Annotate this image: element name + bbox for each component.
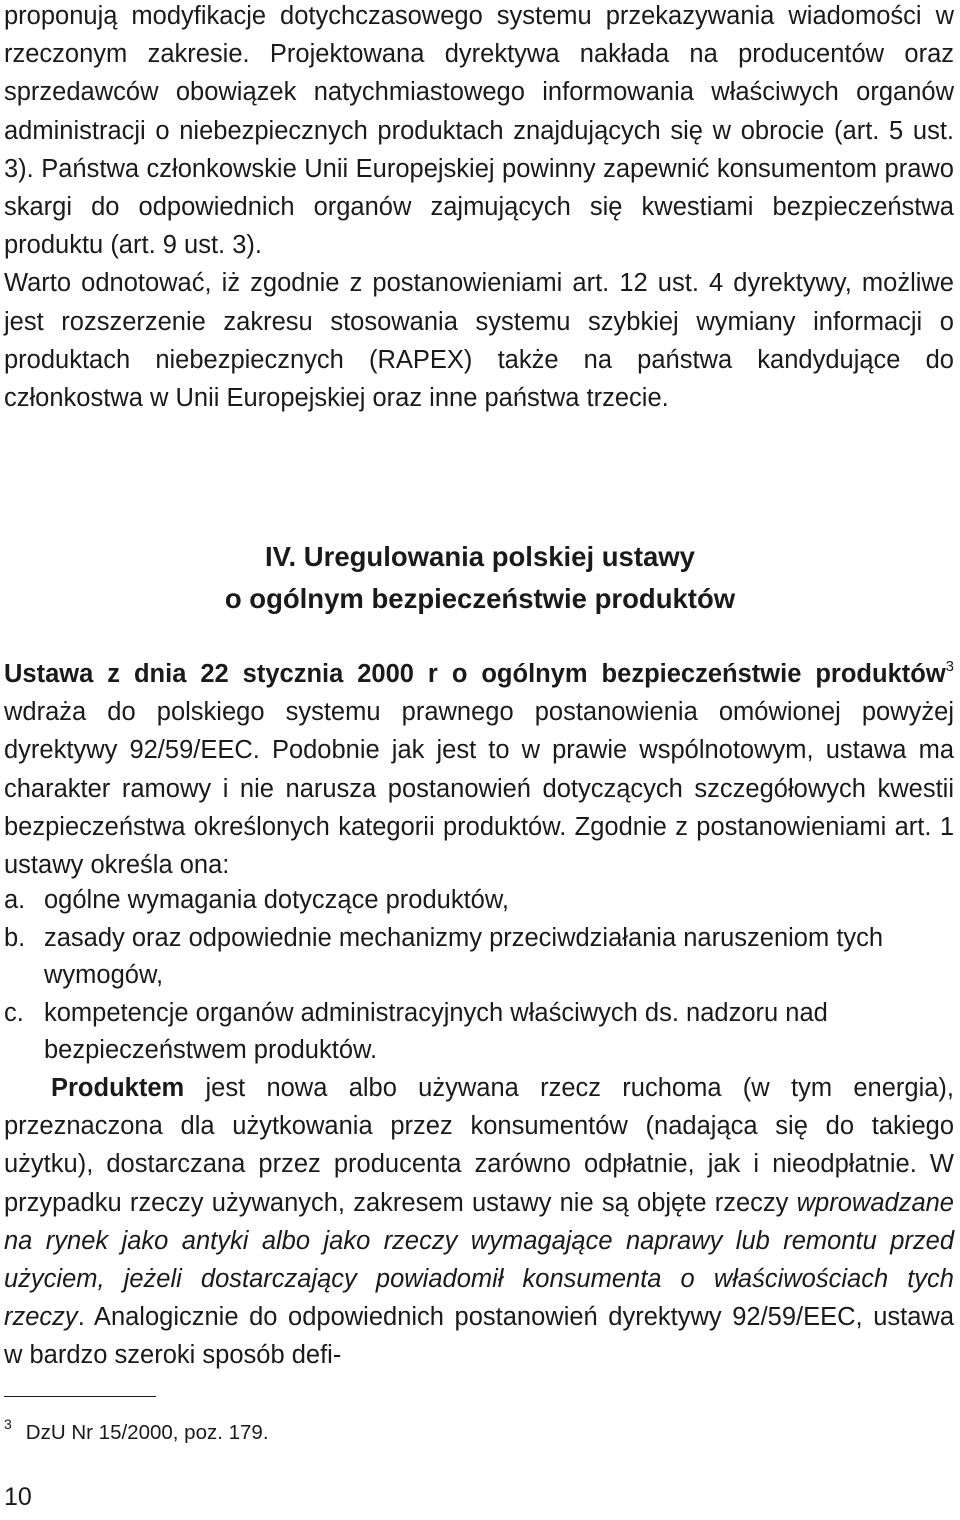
paragraph-text: jest nowa albo używana rzecz ruchoma (w tym energia), przeznaczona dla użytkowania przez konsumentów (nadająca się do takiego użytku), dostarczana przez producenta zarówno odpłatnie, jak i nieodpłatnie. W przypadku rzeczy używanych, zakresem ustawy nie są objęte rzeczy [4, 1074, 954, 1217]
list-marker: b. [4, 923, 26, 952]
paragraph-text: wdraża do polskiego systemu prawnego postanowienia omówionej powyżej dyrektywy 92/59/EEC. Podobnie jak jest to w prawie wspólnotowym, ustawa ma charakter ramowy i nie narusza postanowień dotyczących szczegółowych kwestii bezpieczeństwa określonych kategorii produktów. Zgodnie z postanowieniami art. 1 ustawy określa ona: [4, 698, 954, 880]
list-item-text: kompetencje organów administracyjnych właściwych ds. nadzoru nad bezpieczeństwem produktów. [44, 998, 828, 1064]
page-number: 10 [4, 1483, 32, 1511]
list-item-text: ogólne wymagania dotyczące produktów, [44, 886, 509, 914]
footnote-reference: 3 [945, 657, 954, 675]
footnote-text: DzU Nr 15/2000, poz. 179. [25, 1420, 269, 1444]
list-item [4, 920, 954, 995]
paragraph-product-definition [4, 1069, 954, 1375]
paragraph-text-end: . Analogicznie do odpowiednich postanowień dyrektywy 92/59/EEC, ustawa w bardzo szeroki sposób defi- [4, 1303, 954, 1370]
paragraph-directive-proposals [4, 0, 954, 417]
defined-term-bold: Produktem [51, 1074, 185, 1102]
section-heading-line-1: IV. Uregulowania polskiej ustawy [265, 541, 695, 572]
paragraph-act-2000 [4, 655, 954, 884]
list-item [4, 882, 954, 920]
list-marker: a. [4, 886, 26, 914]
act-title-bold: Ustawa z dnia 22 stycznia 2000 r o ogólnym bezpieczeństwie produktów [4, 660, 946, 688]
list-marker: c. [4, 998, 24, 1027]
footnote [4, 1412, 269, 1447]
paragraph-text-rapex: Warto odnotować, iż zgodnie z postanowieniami art. 12 ust. 4 dyrektywy, możliwe jest rozszerzenie zakresu stosowania systemu szybkiej wymiany informacji o produktach niebezpiecznych (RAPEX) także na państwa kandydujące do członkostwa w Unii Europejskiej oraz inne państwa trzecie. [4, 269, 954, 413]
act-scope-list [4, 882, 954, 1070]
paragraph-text: proponują modyfikacje dotychczasowego systemu przekazywania wiadomości w rzeczonym zakresie. Projektowana dyrektywa nakłada na producentów oraz sprzedawców obowiązek natychmiastowego informowania właściwych organów administracji o niebezpiecznych produktach znajdujących się w obrocie (art. 5 ust. 3). Państwa członkowskie Unii Europejskiej powinny zapewnić konsumentom prawo skargi do odpowiednich organów zajmujących się kwestiami bezpieczeństwa produktu (art. 9 ust. 3). [4, 2, 954, 260]
section-heading-line-2: o ogólnym bezpieczeństwie produktów [224, 583, 736, 614]
list-item-text: zasady oraz odpowiednie mechanizmy przeciwdziałania naruszeniom tych wymogów, [44, 923, 884, 989]
footnote-number: 3 [4, 1416, 12, 1432]
section-heading [0, 536, 960, 620]
footnote-divider [4, 1396, 156, 1397]
list-item [4, 995, 954, 1070]
italic-passage: wprowadzane na rynek jako antyki albo jako rzeczy wymagające naprawy lub remontu przed użyciem, jeżeli dostarczający powiadomił konsumenta o właściwościach tych rzeczy [4, 1188, 954, 1332]
